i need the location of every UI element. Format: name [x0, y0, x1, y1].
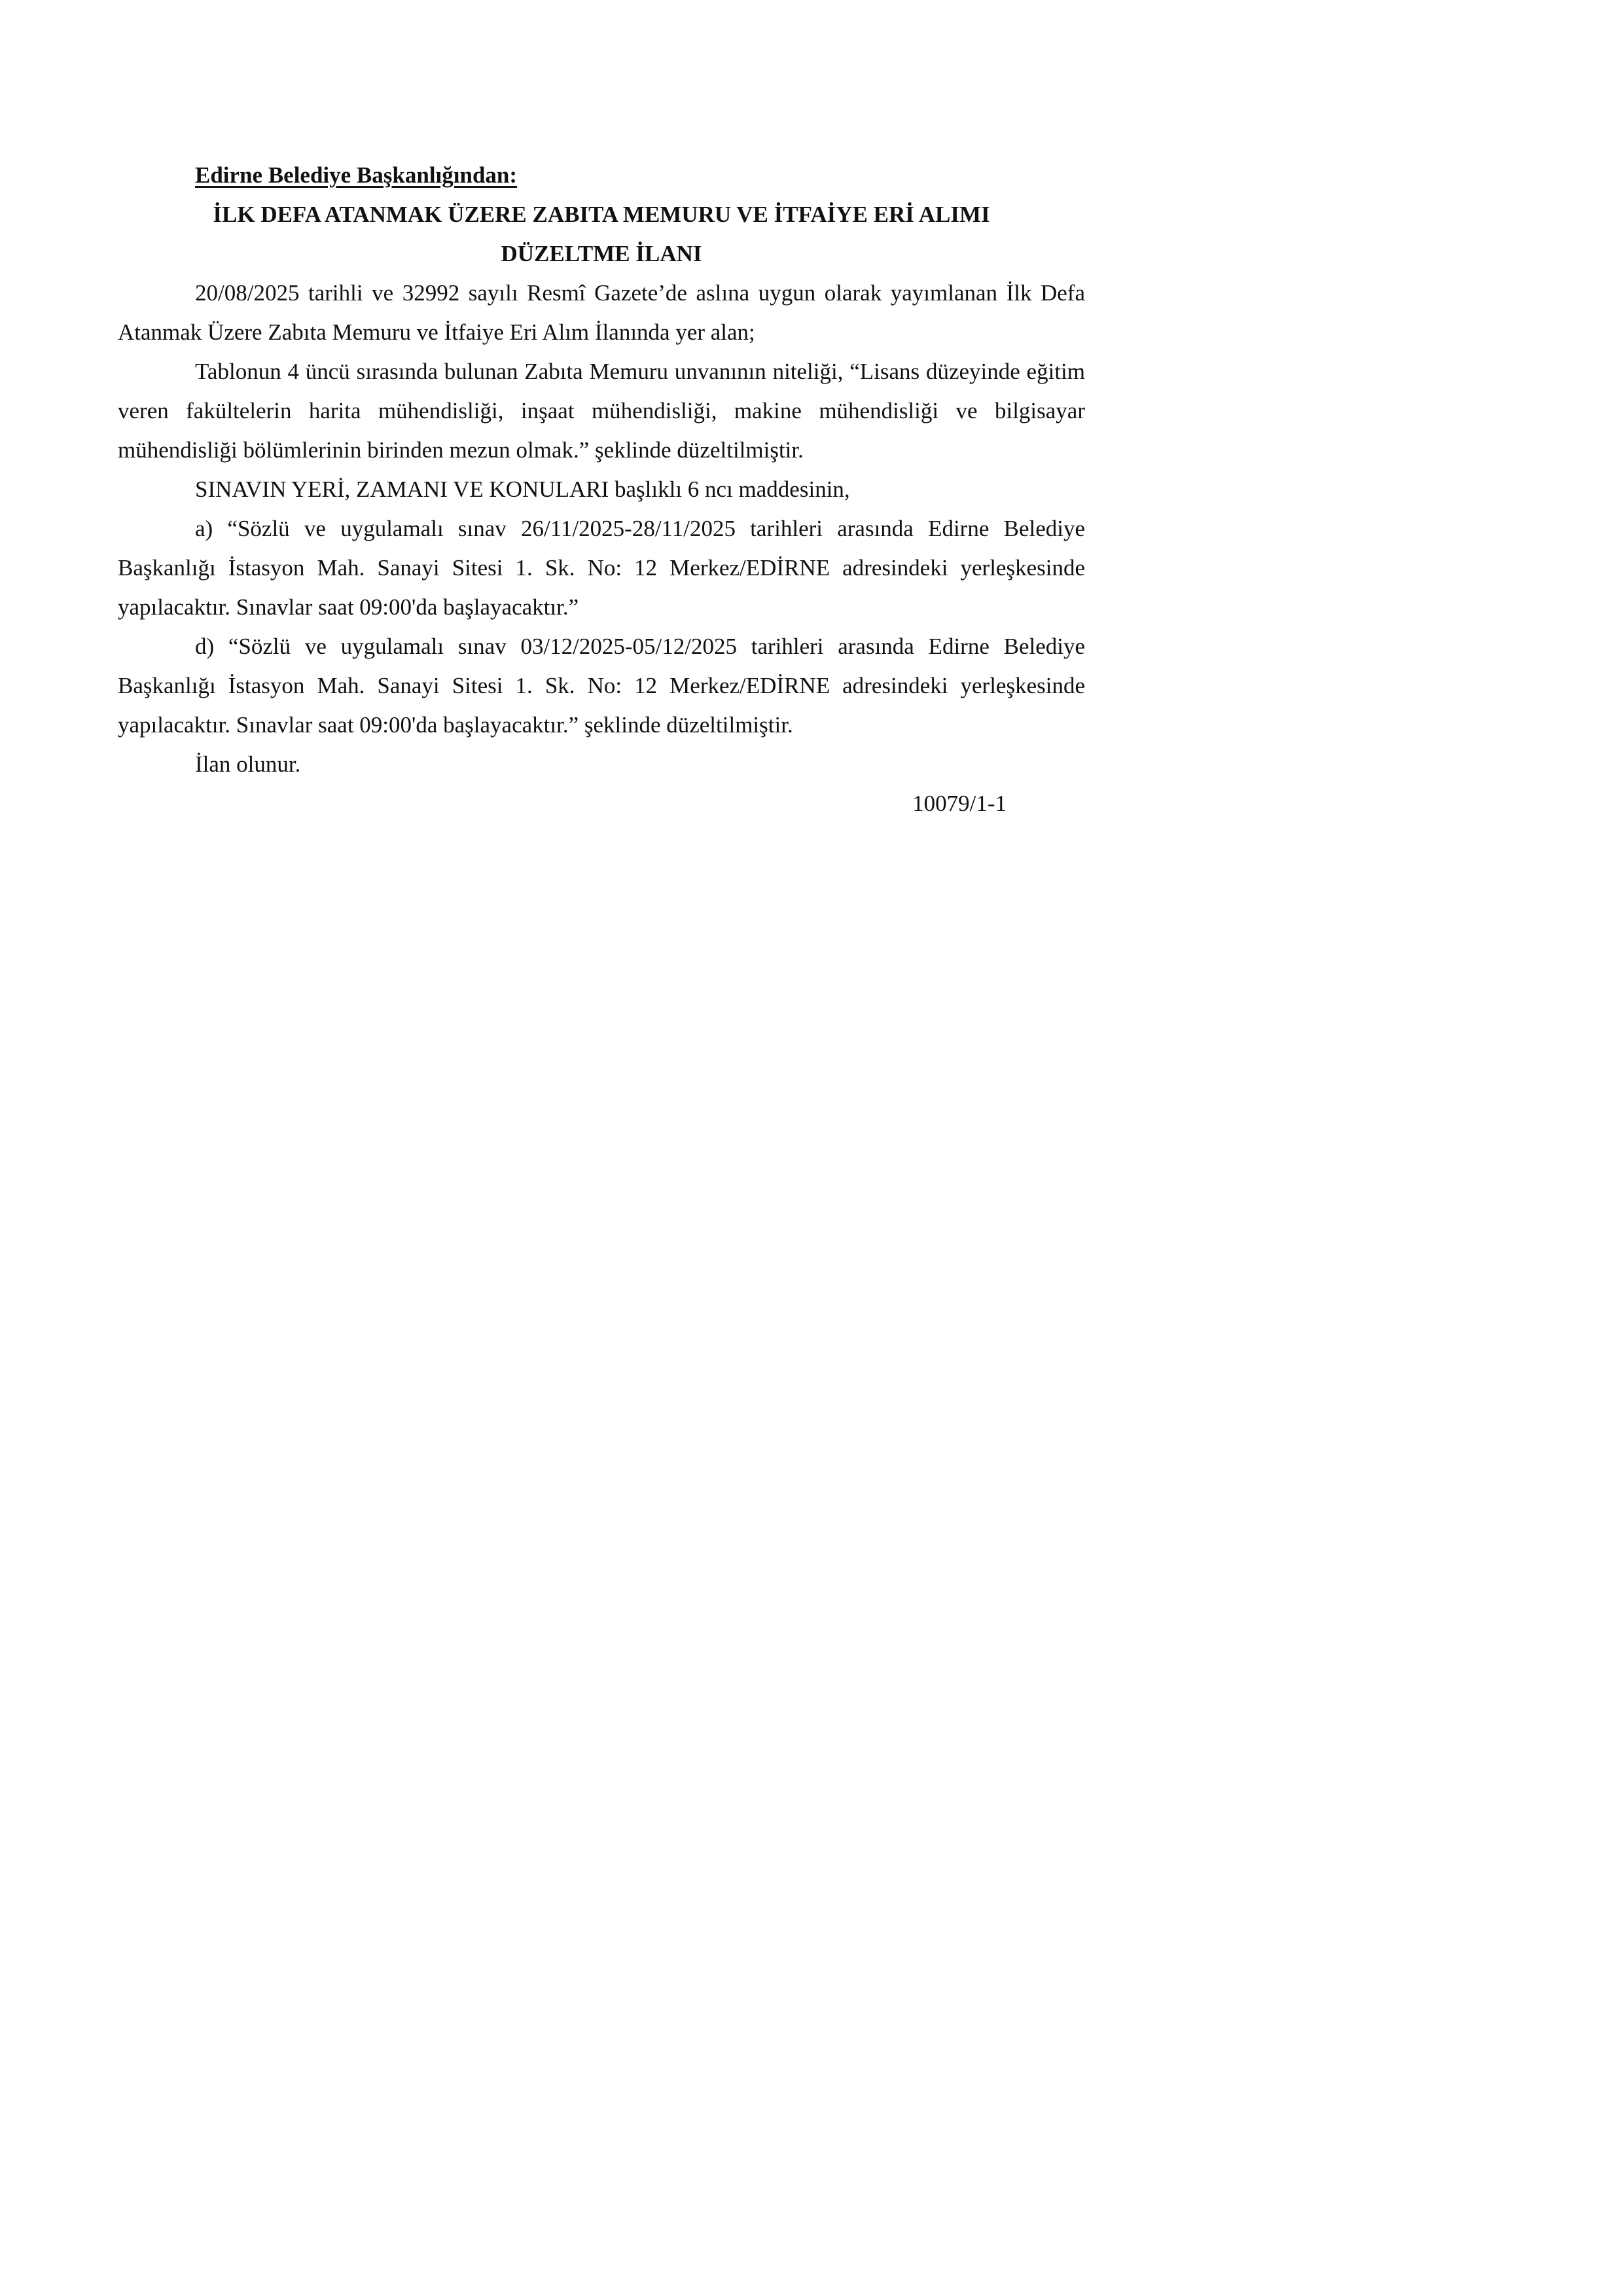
paragraph-publication-reference: 20/08/2025 tarihli ve 32992 sayılı Resmî Gazete’de aslına uygun olarak yayımlanan İlk Defa Atanmak Üzere Zabıta Memuru ve İtfaiye Eri Alım İlanında yer alan; — [118, 280, 1085, 345]
issuer-heading: Edirne Belediye Başkanlığından: — [195, 162, 518, 188]
notice-document — [118, 156, 1085, 823]
paragraph-closing: İlan olunur. — [195, 751, 301, 777]
notice-title-line-1: İLK DEFA ATANMAK ÜZERE ZABITA MEMURU VE İTFAİYE ERİ ALIMI — [213, 202, 990, 227]
paragraph-article-6-intro: SINAVIN YERİ, ZAMANI VE KONULARI başlıklı 6 ncı maddesinin, — [195, 476, 850, 502]
notice-title-line-2: DÜZELTME İLANI — [501, 241, 702, 266]
paragraph-exam-clause-d: d) “Sözlü ve uygulamalı sınav 03/12/2025-05/12/2025 tarihleri arasında Edirne Belediye Başkanlığı İstasyon Mah. Sanayi Sitesi 1. Sk. No: 12 Merkez/EDİRNE adresindeki yerleşkesinde yapılacaktır. Sınavlar saat 09:00'da başlayacaktır.” şeklinde düzeltilmiştir. — [118, 634, 1085, 738]
paragraph-qualification-correction: Tablonun 4 üncü sırasında bulunan Zabıta Memuru unvanının niteliği, “Lisans düzeyinde eğitim veren fakültelerin harita mühendisliği, inşaat mühendisliği, makine mühendisliği ve bilgisayar mühendisliği bölümlerinin birinden mezun olmak.” şeklinde düzeltilmiştir. — [118, 359, 1085, 463]
paragraph-exam-clause-a: a) “Sözlü ve uygulamalı sınav 26/11/2025-28/11/2025 tarihleri arasında Edirne Belediye Başkanlığı İstasyon Mah. Sanayi Sitesi 1. Sk. No: 12 Merkez/EDİRNE adresindeki yerleşkesinde yapılacaktır. Sınavlar saat 09:00'da başlayacaktır.” — [118, 516, 1085, 620]
reference-number: 10079/1-1 — [912, 791, 1007, 816]
